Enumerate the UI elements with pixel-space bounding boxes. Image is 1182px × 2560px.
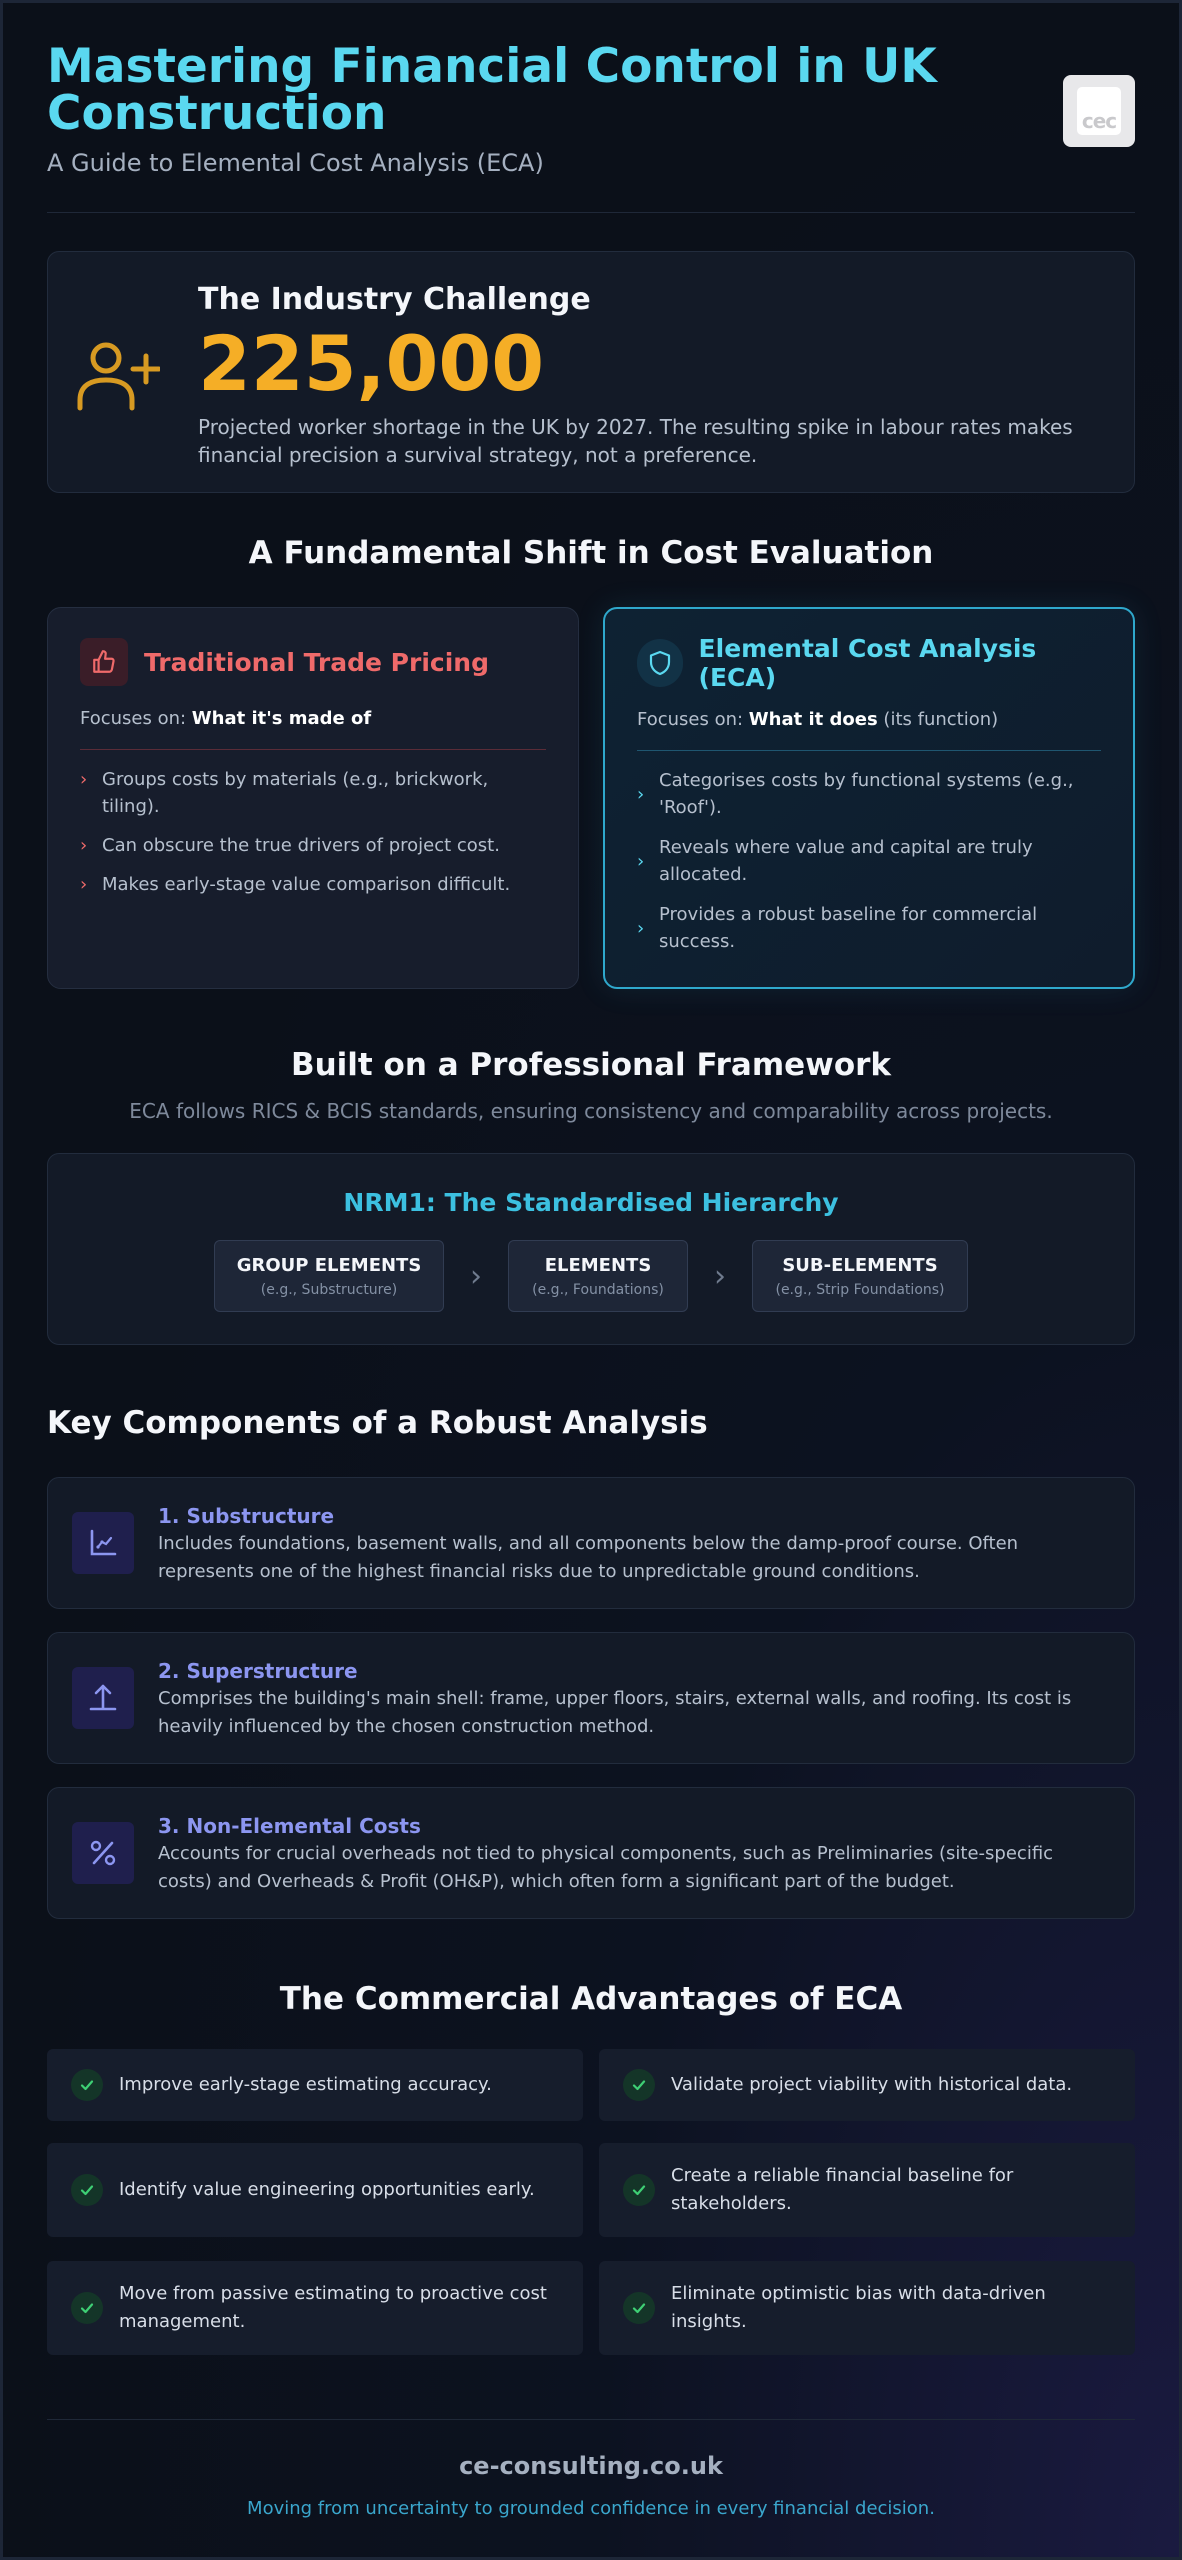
chevron-right-icon: ›: [637, 851, 645, 872]
comparison-row: [47, 607, 1135, 989]
focus-bold: What it does: [748, 709, 878, 730]
traditional-list: [80, 766, 546, 898]
traditional-heading: Traditional Trade Pricing: [144, 647, 489, 677]
component-text: [158, 1504, 1106, 1586]
company-logo[interactable]: [1063, 75, 1135, 147]
chevron-right-icon: ›: [637, 918, 645, 939]
advantage-text: Create a reliable financial baseline for stakeholders.: [671, 2165, 1014, 2214]
percent-icon: [72, 1822, 134, 1884]
shield-icon: [637, 639, 683, 687]
arrow-up-icon: [72, 1667, 134, 1729]
advantage-item: [47, 2261, 583, 2355]
list-item: [80, 871, 546, 898]
advantage-text: Eliminate optimistic bias with data-driven insights.: [671, 2283, 1046, 2332]
list-item-text: Groups costs by materials (e.g., brickwork, tiling).: [102, 769, 489, 817]
component-name: 2. Superstructure: [158, 1659, 358, 1683]
logo-text: cec: [1077, 87, 1121, 135]
eca-list: [637, 767, 1101, 955]
focus-suffix: (its function): [877, 709, 999, 730]
component-name: 3. Non-Elemental Costs: [158, 1814, 421, 1838]
thumbs-up-icon: [80, 638, 128, 686]
level-name: SUB-ELEMENTS: [782, 1254, 938, 1276]
shift-section-title: A Fundamental Shift in Cost Evaluation: [248, 535, 934, 571]
component-description: Accounts for crucial overheads not tied to physical components, such as Preliminaries (site-specific costs) and Overheads & Profit (OH&P), which often form a significant part of the budget.: [158, 1843, 1054, 1892]
list-item-text: Provides a robust baseline for commercial success.: [659, 904, 1038, 952]
challenge-title: The Industry Challenge: [198, 282, 591, 317]
page-subtitle: A Guide to Elemental Cost Analysis (ECA): [47, 149, 544, 177]
advantage-text: Validate project viability with historical data.: [671, 2074, 1073, 2095]
eca-header: [637, 634, 1101, 692]
advantage-item: [599, 2143, 1135, 2237]
component-description: Comprises the building's main shell: frame, upper floors, stairs, external walls, and roofing. Its cost is heavily influenced by the chosen construction method.: [158, 1688, 1072, 1737]
eca-card: [603, 607, 1135, 989]
header: [47, 3, 1135, 213]
traditional-header: [80, 638, 546, 686]
list-item: [637, 834, 1101, 888]
component-card-substructure: [47, 1477, 1135, 1609]
level-example: (e.g., Foundations): [532, 1281, 664, 1298]
component-card-non-elemental: [47, 1787, 1135, 1919]
list-item-text: Categorises costs by functional systems (e.g., 'Roof').: [659, 770, 1074, 818]
advantage-item: [599, 2261, 1135, 2355]
list-item: [80, 766, 546, 820]
check-icon: [71, 2174, 103, 2206]
list-item: [637, 767, 1101, 821]
chevron-right-icon: ›: [80, 874, 88, 895]
advantage-text: Move from passive estimating to proactive cost management.: [119, 2283, 547, 2332]
list-item-text: Can obscure the true drivers of project cost.: [102, 835, 500, 856]
industry-challenge-card: [47, 251, 1135, 493]
advantage-item: [599, 2049, 1135, 2121]
content-wrap: [47, 3, 1135, 2519]
eca-focus: [637, 709, 1101, 751]
advantage-text: Identify value engineering opportunities early.: [119, 2179, 535, 2200]
focus-prefix: Focuses on:: [637, 709, 749, 730]
traditional-pricing-card: [47, 607, 579, 989]
footer: [47, 2419, 1135, 2519]
list-item-text: Reveals where value and capital are truly allocated.: [659, 837, 1033, 885]
hierarchy-sub-elements: [752, 1240, 968, 1312]
nrm1-card: [47, 1153, 1135, 1345]
hierarchy-row: [48, 1240, 1134, 1312]
list-item: [80, 832, 546, 859]
chevron-right-icon: ›: [714, 1258, 726, 1294]
footer-tagline: Moving from uncertainty to grounded confidence in every financial decision.: [247, 2498, 935, 2519]
chevron-right-icon: ›: [80, 769, 88, 790]
list-item: [637, 901, 1101, 955]
focus-prefix: Focuses on:: [80, 708, 192, 729]
user-plus-icon: [76, 338, 160, 412]
eca-heading: Elemental Cost Analysis (ECA): [698, 634, 1037, 692]
advantage-text: Improve early-stage estimating accuracy.: [119, 2074, 492, 2095]
challenge-description: Projected worker shortage in the UK by 2027. The resulting spike in labour rates makes financial precision a survival strategy, not a preference.: [198, 415, 1073, 467]
page-title: Mastering Financial Control in UK Construction: [47, 39, 937, 141]
component-name: 1. Substructure: [158, 1504, 335, 1528]
focus-bold: What it's made of: [191, 708, 372, 729]
hierarchy-elements: [508, 1240, 688, 1312]
component-description: Includes foundations, basement walls, and all components below the damp-proof course. Often represents one of the highest financial risks due to unpredictable ground conditions.: [158, 1533, 1019, 1582]
level-example: (e.g., Substructure): [260, 1281, 398, 1298]
framework-title: Built on a Professional Framework: [290, 1047, 892, 1083]
chart-icon: [72, 1512, 134, 1574]
check-icon: [623, 2069, 655, 2101]
challenge-text: [198, 282, 1094, 469]
footer-site-link[interactable]: ce-consulting.co.uk: [459, 2452, 723, 2480]
component-text: [158, 1659, 1106, 1741]
components-title: Key Components of a Robust Analysis: [47, 1405, 708, 1441]
check-icon: [71, 2069, 103, 2101]
traditional-focus: [80, 708, 546, 750]
check-icon: [623, 2292, 655, 2324]
level-name: GROUP ELEMENTS: [236, 1254, 422, 1276]
chevron-right-icon: ›: [80, 835, 88, 856]
check-icon: [71, 2292, 103, 2324]
nrm1-title: NRM1: The Standardised Hierarchy: [343, 1188, 839, 1217]
advantage-item: [47, 2049, 583, 2121]
challenge-stat: 225,000: [198, 319, 545, 408]
advantages-title: The Commercial Advantages of ECA: [279, 1981, 903, 2017]
level-name: ELEMENTS: [544, 1254, 652, 1276]
component-text: [158, 1814, 1106, 1896]
chevron-right-icon: ›: [637, 784, 645, 805]
framework-subtitle: ECA follows RICS & BCIS standards, ensuring consistency and comparability across projects.: [129, 1099, 1053, 1123]
list-item-text: Makes early-stage value comparison difficult.: [102, 874, 511, 895]
advantage-item: [47, 2143, 583, 2237]
chevron-right-icon: ›: [470, 1258, 482, 1294]
check-icon: [623, 2174, 655, 2206]
component-card-superstructure: [47, 1632, 1135, 1764]
level-example: (e.g., Strip Foundations): [775, 1281, 945, 1298]
hierarchy-group-elements: [214, 1240, 444, 1312]
